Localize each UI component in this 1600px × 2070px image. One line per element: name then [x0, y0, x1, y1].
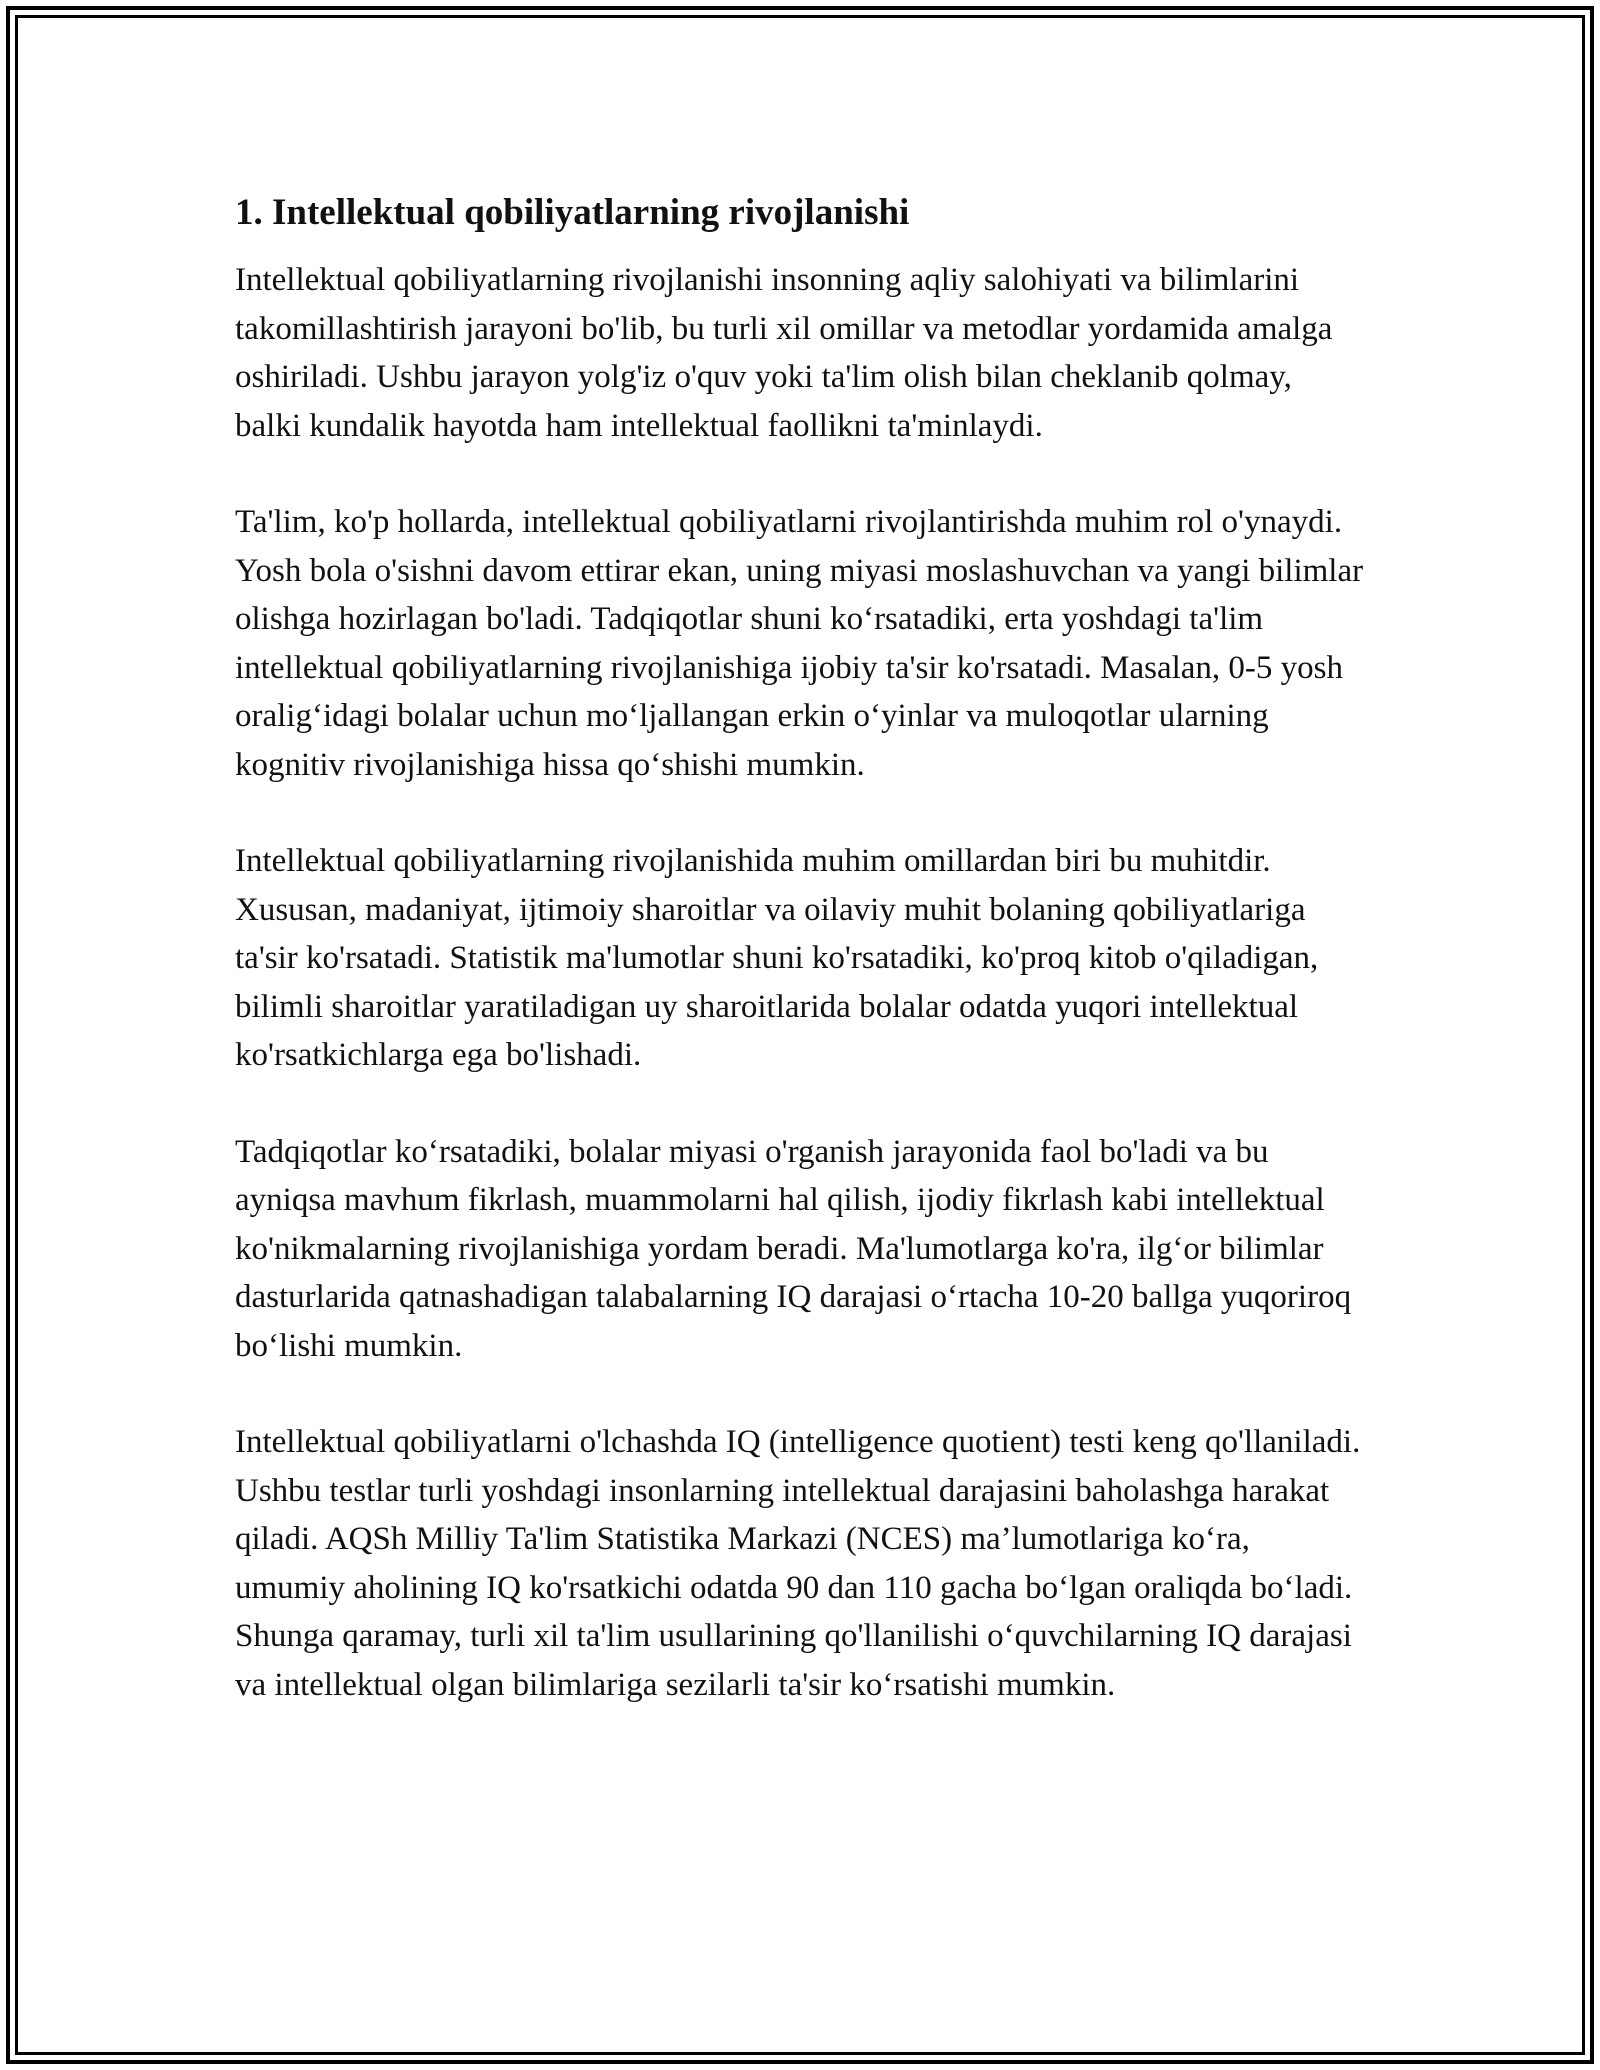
- paragraph: Intellektual qobiliyatlarning rivojlanishi insonning aqliy salohiyati va bilimlarini takomillashtirish jarayoni bo'lib, bu turli xil omillar va metodlar yordamida amalga oshiriladi. Ushbu jarayon yolg'iz o'quv yoki ta'lim olish bilan cheklanib qolmay, balki kundalik hayotda ham intellektual faollikni ta'minlaydi.: [235, 262, 1333, 444]
- paragraph: Intellektual qobiliyatlarni o'lchashda IQ (intelligence quotient) testi keng qo'llaniladi. Ushbu testlar turli yoshdagi insonlarning intellektual darajasini baholashga harakat qiladi. AQSh Milliy Ta'lim Statistika Markazi (NCES) ma’lumotlariga ko‘ra, umumiy aholining IQ ko'rsatkichi odatda 90 dan 110 gacha bo‘lgan oraliqda bo‘ladi. Shunga qaramay, turli xil ta'lim usullarining qo'llanilishi o‘quvchilarning IQ darajasi va intellektual olgan bilimlariga sezilarli ta'sir ko‘rsatishi mumkin.: [235, 1424, 1361, 1703]
- paragraph: Tadqiqotlar ko‘rsatadiki, bolalar miyasi o'rganish jarayonida faol bo'ladi va bu ayniqsa mavhum fikrlash, muammolarni hal qilish, ijodiy fikrlash kabi intellektual ko'nikmalarning rivojlanishiga yordam beradi. Ma'lumotlarga ko'ra, ilg‘or bilimlar dasturlarida qatnashadigan talabalarning IQ darajasi o‘rtacha 10-20 ballga yuqoriroq bo‘lishi mumkin.: [235, 1133, 1352, 1364]
- paragraph: Ta'lim, ko'p hollarda, intellektual qobiliyatlarni rivojlantirishda muhim rol o'ynaydi. Yosh bola o'sishni davom ettirar ekan, uning miyasi moslashuvchan va yangi bilimlar olishga hozirlagan bo'ladi. Tadqiqotlar shuni ko‘rsatadiki, erta yoshdagi ta'lim intellektual qobiliyatlarning rivojlanishiga ijobiy ta'sir ko'rsatadi. Masalan, 0-5 yosh oralig‘idagi bolalar uchun mo‘ljallangan erkin o‘yinlar va muloqotlar ularning kognitiv rivojlanishiga hissa qo‘shishi mumkin.: [235, 504, 1364, 783]
- section-title: 1. Intellektual qobiliyatlarning rivojlanishi: [235, 192, 910, 233]
- paragraph: Intellektual qobiliyatlarning rivojlanishida muhim omillardan biri bu muhitdir. Xususan, madaniyat, ijtimoiy sharoitlar va oilaviy muhit bolaning qobiliyatlariga ta'sir ko'rsatadi. Statistik ma'lumotlar shuni ko'rsatadiki, ko'proq kitob o'qiladigan, bilimli sharoitlar yaratiladigan uy sharoitlarida bolalar odatda yuqori intellektual ko'rsatkichlarga ega bo'lishadi.: [235, 843, 1319, 1073]
- document-body: [235, 188, 1365, 1709]
